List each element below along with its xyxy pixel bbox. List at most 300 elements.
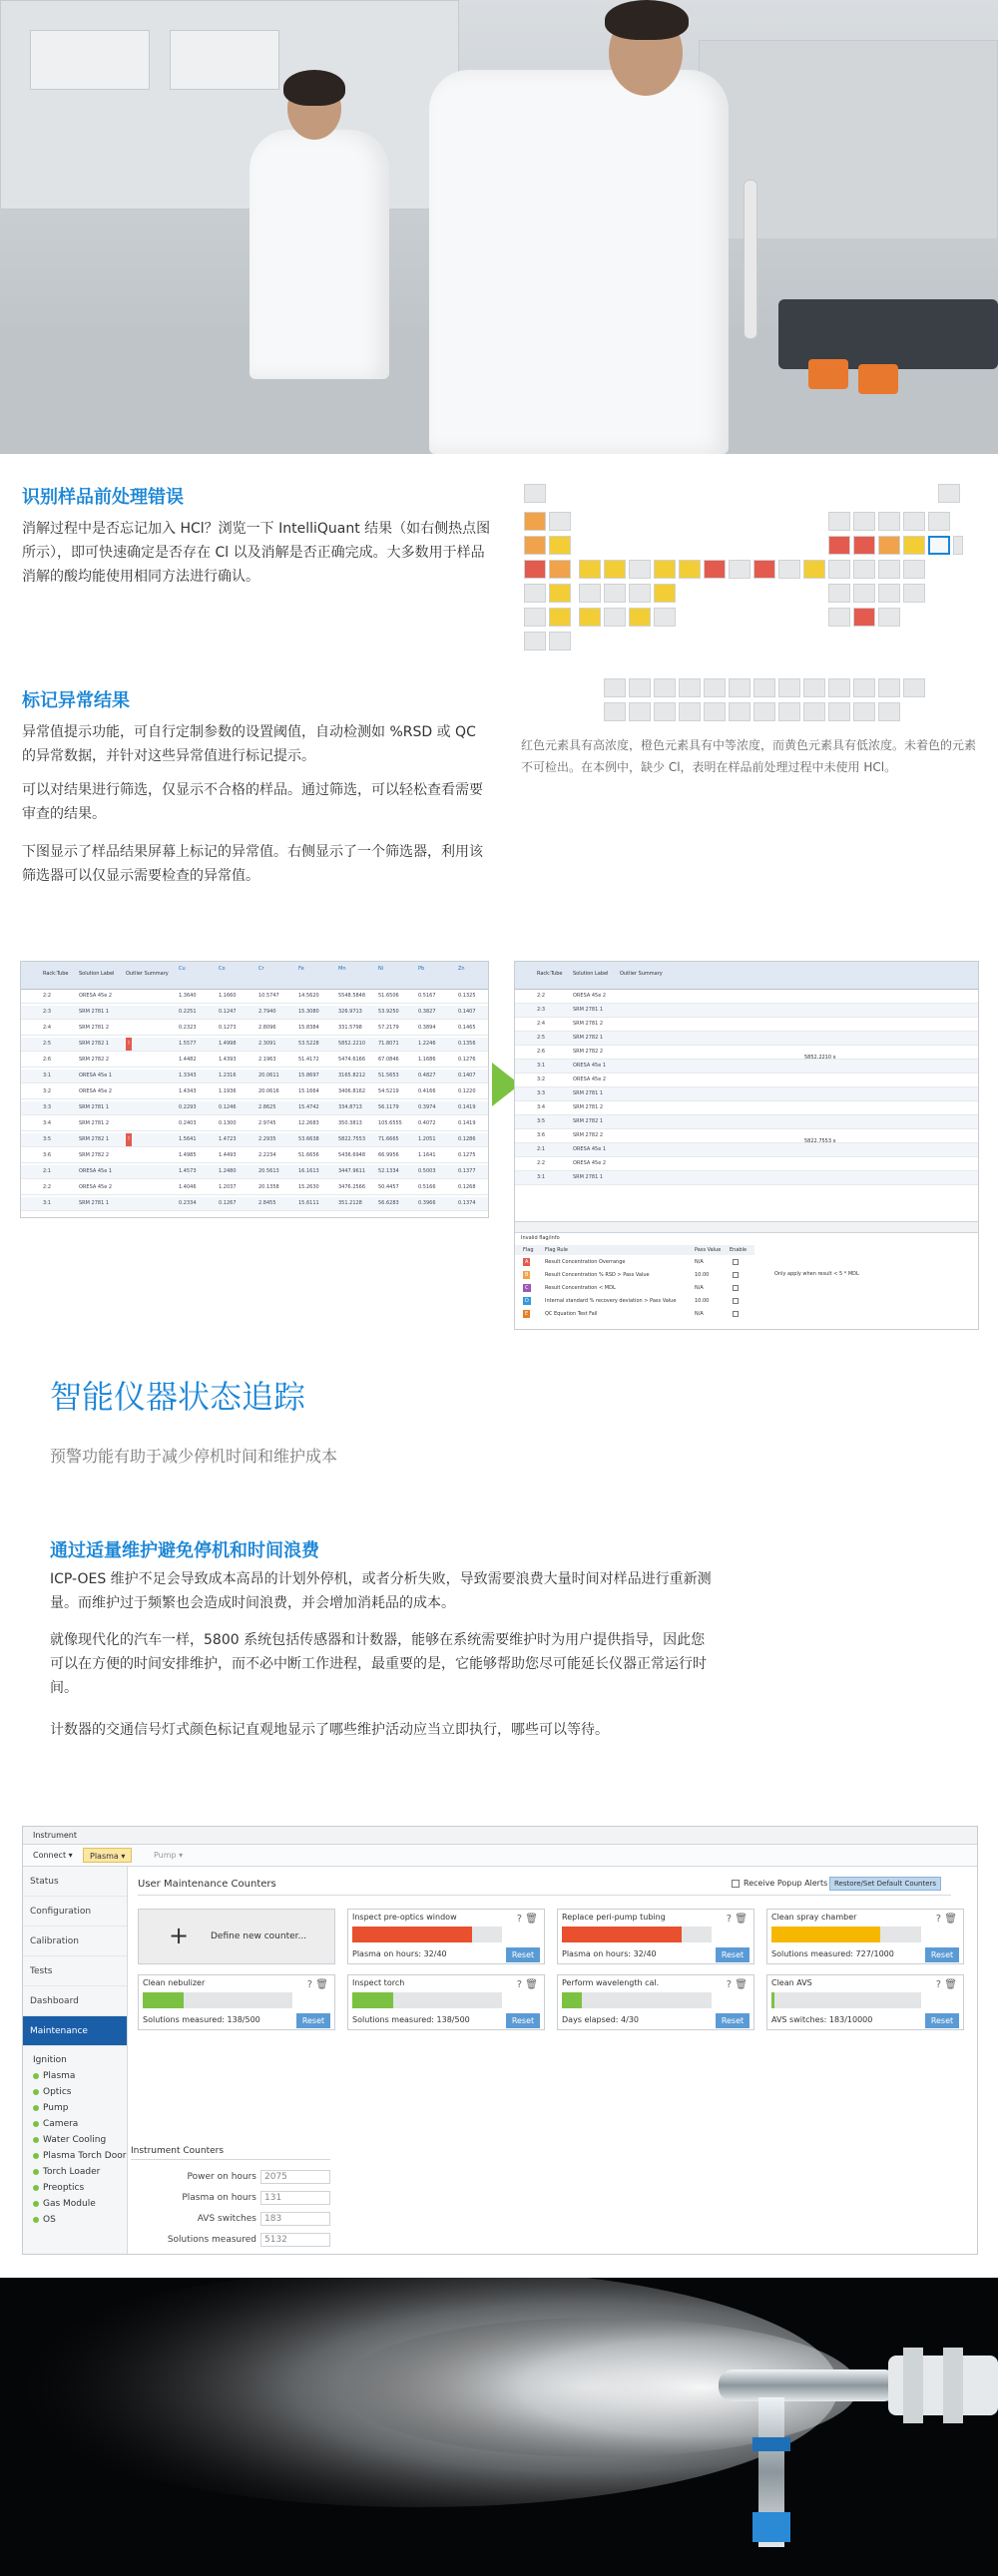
status-dot-icon <box>33 2153 39 2159</box>
table-cell: 2:4 <box>43 1025 52 1031</box>
element-tm <box>853 678 875 697</box>
flag-pass-value[interactable]: 10.00 <box>695 1298 710 1304</box>
element-se <box>903 560 925 579</box>
table-cell: 5548.5848 <box>338 993 366 999</box>
element-sc <box>579 560 601 579</box>
counter-progress-fill <box>352 1992 393 2008</box>
card-actions <box>727 1979 748 1990</box>
table-cell: ORESA 45e 2 <box>573 993 607 999</box>
table-cell: 1.3640 <box>179 993 197 999</box>
element-be <box>549 512 571 531</box>
table-cell: SRM 2781 1 <box>79 1200 110 1206</box>
table-row[interactable] <box>515 1143 978 1157</box>
table-cell: 15.4742 <box>298 1104 319 1110</box>
table-cell: 0.5003 <box>418 1168 436 1174</box>
element-sn <box>853 584 875 603</box>
reset-button[interactable]: Reset <box>506 2013 540 2028</box>
table-cell: 0.1356 <box>458 1041 476 1047</box>
flag-pass-value[interactable]: N/A <box>695 1311 704 1317</box>
table-row[interactable] <box>515 990 978 1004</box>
table-row[interactable] <box>515 1060 978 1073</box>
table-cell: ORESA 45e 1 <box>573 1146 607 1152</box>
sidebar-sub-item[interactable] <box>23 2068 127 2084</box>
table-cell: 3:2 <box>43 1088 52 1094</box>
help-icon[interactable]: ? <box>726 1979 733 1990</box>
table-cell: 2:6 <box>43 1057 52 1063</box>
background-scientist <box>250 130 389 379</box>
sample-tubes <box>858 364 898 394</box>
sidebar-sub-item[interactable] <box>23 2084 127 2100</box>
table-row[interactable] <box>21 1197 488 1211</box>
table-cell: 20.1358 <box>258 1184 279 1190</box>
sidebar-sub-item[interactable] <box>23 2148 127 2164</box>
periodic-table-heatmap <box>519 484 963 728</box>
element-bk <box>778 702 800 721</box>
table-row[interactable] <box>21 1054 488 1068</box>
table-cell: 3:5 <box>43 1136 52 1142</box>
table-cell: 0.1220 <box>458 1088 476 1094</box>
table-cell: 0.4827 <box>418 1073 436 1078</box>
table-cell: 2:2 <box>43 1184 52 1190</box>
sidebar-sub-label: Camera <box>43 2119 79 2129</box>
table-cell: 1.4723 <box>219 1136 237 1142</box>
table-cell: SRM 2782 2 <box>573 1132 604 1138</box>
table-cell: 331.5798 <box>338 1025 362 1031</box>
table-cell: 1.1936 <box>219 1088 237 1094</box>
element-yb <box>878 678 900 697</box>
hero-lab-photo <box>0 0 998 454</box>
element-he <box>938 484 960 503</box>
sidebar-sub-label: Plasma Torch Door <box>43 2151 127 2161</box>
invalid-flag-label: Invalid flag/info <box>521 1235 560 1241</box>
sidebar-sub-item[interactable] <box>23 2100 127 2116</box>
table-cell: 3:1 <box>43 1073 52 1078</box>
table-cell: 5436.6948 <box>338 1152 366 1158</box>
enable-checkbox[interactable] <box>733 1259 739 1265</box>
table-cell: 67.0846 <box>378 1057 399 1063</box>
element-md <box>878 702 900 721</box>
header-cu: Cu <box>179 966 186 972</box>
header-outlier-summary: Outlier Summary <box>620 971 663 977</box>
table-row[interactable] <box>515 1115 978 1129</box>
table-cell: 1.1660 <box>219 993 237 999</box>
table-row[interactable] <box>515 1073 978 1087</box>
smart-status-subtitle: 预警功能有助于减少停机时间和维护成本 <box>50 1447 338 1466</box>
table-cell: 351.2128 <box>338 1200 362 1206</box>
trash-icon[interactable]: 🗑 <box>944 1914 957 1925</box>
table-cell: 1.3343 <box>179 1073 197 1078</box>
enable-checkbox[interactable] <box>733 1285 739 1291</box>
element-sm <box>679 678 701 697</box>
table-cell: 51.6506 <box>378 993 399 999</box>
table-row[interactable] <box>21 1006 488 1020</box>
table-cell: 0.3894 <box>418 1025 436 1031</box>
reset-button[interactable]: Reset <box>296 2013 330 2028</box>
element-in <box>828 584 850 603</box>
table-cell: ORESA 45e 1 <box>79 1168 113 1174</box>
counter-value: Solutions measured: 138/500 <box>352 2015 470 2024</box>
counter-label: Solutions measured <box>167 2235 256 2245</box>
table-row[interactable] <box>515 1032 978 1046</box>
nebulizer-spray-photo <box>0 2278 998 2576</box>
table-row[interactable] <box>21 990 488 1004</box>
counter-value: Plasma on hours: 32/40 <box>352 1949 447 1958</box>
table-cell: 2:3 <box>537 1007 546 1013</box>
table-cell: 15.6111 <box>298 1200 319 1206</box>
sidebar-sub-item[interactable] <box>23 2180 127 2196</box>
counter-progress-bar <box>352 1927 502 1942</box>
instrument-counter-row <box>131 2232 330 2248</box>
sidebar-sub-item[interactable] <box>23 2196 127 2212</box>
table-row[interactable] <box>21 1117 488 1131</box>
card-actions <box>936 1914 957 1925</box>
counter-value: AVS switches: 183/10000 <box>771 2015 873 2024</box>
define-new-label: Define new counter... <box>211 1932 307 1941</box>
table-cell: 1.4046 <box>179 1184 197 1190</box>
table-cell: 1.4985 <box>179 1152 197 1158</box>
table-cell: 1.4493 <box>219 1152 237 1158</box>
header-rack-tube: Rack:Tube <box>43 971 69 977</box>
table-cell: 3:1 <box>537 1063 546 1069</box>
sidebar-sub-item[interactable] <box>23 2132 127 2148</box>
table-cell: 5822.7553 <box>338 1136 366 1142</box>
element-ca <box>549 560 571 579</box>
element-ti <box>604 560 626 579</box>
table-cell: 15.8697 <box>298 1073 319 1078</box>
table-cell: 3476.2566 <box>338 1184 366 1190</box>
element-sr <box>549 584 571 603</box>
plus-icon: + <box>169 1922 190 1949</box>
table-cell: 0.3827 <box>418 1009 436 1015</box>
smart-status-title: 智能仪器状态追踪 <box>50 1378 306 1416</box>
sidebar-sub-label: Preoptics <box>43 2183 85 2193</box>
element-np <box>679 702 701 721</box>
table-cell: 1.2037 <box>219 1184 237 1190</box>
outlier-flag-icon: ! <box>126 1038 132 1051</box>
flag-table-body <box>515 1256 754 1326</box>
sidebar-item-calibration[interactable]: Calibration <box>23 1927 127 1956</box>
status-dot-icon <box>33 2137 39 2143</box>
element-ra <box>549 632 571 650</box>
reset-button[interactable]: Reset <box>925 2013 959 2028</box>
trash-icon[interactable]: 🗑 <box>735 1914 748 1925</box>
section3-heading: 通过适量维护避免停机和时间浪费 <box>50 1540 319 1561</box>
header-cr: Cr <box>258 966 264 972</box>
table-cell: 0.1325 <box>458 993 476 999</box>
table-cell: 2:5 <box>43 1041 52 1047</box>
flag-row[interactable] <box>515 1269 754 1281</box>
table-row[interactable] <box>21 1165 488 1179</box>
counter-card-title: Clean spray chamber <box>771 1913 857 1922</box>
table-cell: 71.6665 <box>378 1136 399 1142</box>
flag-col-flag: Flag <box>523 1247 534 1253</box>
table-row[interactable] <box>515 1046 978 1060</box>
table-row[interactable] <box>21 1038 488 1052</box>
fitting-ring <box>903 2348 923 2423</box>
table-cell: 57.2179 <box>378 1025 399 1031</box>
help-icon[interactable]: ? <box>935 1914 942 1925</box>
table-cell: SRM 2782 1 <box>79 1041 110 1047</box>
table-cell: 2:3 <box>43 1009 52 1015</box>
card-actions <box>307 1979 328 1990</box>
table-cell: 66.9956 <box>378 1152 399 1158</box>
table-cell: 1.1641 <box>418 1152 436 1158</box>
reset-button[interactable]: Reset <box>716 2013 749 2028</box>
element-pb <box>853 608 875 627</box>
trash-icon[interactable]: 🗑 <box>315 1979 328 1990</box>
help-icon[interactable]: ? <box>935 1979 942 1990</box>
table-cell: 1.4393 <box>219 1057 237 1063</box>
results-table-screenshot <box>20 961 489 1218</box>
enable-checkbox[interactable] <box>733 1311 739 1317</box>
table-row[interactable] <box>515 1087 978 1101</box>
section3-paragraph-3: 计数器的交通信号灯式颜色标记直观地显示了哪些维护活动应当立即执行，哪些可以等待。 <box>50 1722 609 1738</box>
header-mn: Mn <box>338 966 346 972</box>
counter-value-field: 5132 <box>260 2233 330 2247</box>
element-si <box>853 536 875 555</box>
sidebar-sub-label: Pump <box>43 2103 69 2113</box>
sidebar-item-configuration[interactable]: Configuration <box>23 1897 127 1927</box>
element-ce <box>604 678 626 697</box>
pump-button[interactable]: Pump ▾ <box>154 1851 184 1860</box>
table-cell: 2.9745 <box>258 1120 276 1126</box>
reset-button[interactable]: Reset <box>925 1947 959 1962</box>
element-th <box>604 702 626 721</box>
fitting-ring <box>943 2348 963 2423</box>
table-cell: 2.3091 <box>258 1041 276 1047</box>
sidebar-sub-list <box>23 2068 127 2228</box>
define-new-counter-button[interactable] <box>138 1909 335 1964</box>
element-cl <box>928 536 950 555</box>
table-row[interactable] <box>21 1149 488 1163</box>
trash-icon[interactable]: 🗑 <box>525 1979 538 1990</box>
flag-rule: Internal standard % recovery deviation > Pass Value <box>545 1298 677 1304</box>
table-cell: 3447.9611 <box>338 1168 366 1174</box>
table-cell: 20.5613 <box>258 1168 279 1174</box>
sidebar-item-dashboard[interactable]: Dashboard <box>23 1986 127 2016</box>
connect-button[interactable]: Connect ▾ <box>33 1851 73 1860</box>
table-cell: 14.5620 <box>298 993 319 999</box>
trash-icon[interactable]: 🗑 <box>735 1979 748 1990</box>
element-mg <box>549 536 571 555</box>
help-icon[interactable]: ? <box>306 1979 313 1990</box>
flag-row[interactable] <box>515 1295 754 1307</box>
table-row[interactable] <box>21 1070 488 1083</box>
table-cell: 1.5641 <box>179 1136 197 1142</box>
sidebar-sub-item[interactable] <box>23 2164 127 2180</box>
sample-tubes <box>808 359 848 389</box>
plasma-button[interactable]: Plasma ▾ <box>83 1848 132 1863</box>
table-cell: SRM 2781 1 <box>79 1104 110 1110</box>
reset-button[interactable]: Reset <box>506 1947 540 1962</box>
nebulizer-body <box>719 2369 898 2401</box>
status-dot-icon <box>33 2105 39 2111</box>
element-fm <box>853 702 875 721</box>
table-cell: 0.4166 <box>418 1088 436 1094</box>
flag-row[interactable] <box>515 1256 754 1268</box>
table-row[interactable] <box>21 1085 488 1099</box>
element-co <box>729 560 750 579</box>
counter-value-field: 183 <box>260 2212 330 2226</box>
sidebar-ignition[interactable]: Ignition <box>33 2055 67 2065</box>
header-fe: Fe <box>298 966 304 972</box>
receive-popup-checkbox[interactable] <box>732 1879 827 1888</box>
section2-heading: 标记异常结果 <box>22 690 130 711</box>
status-dot-icon <box>33 2089 39 2095</box>
enable-checkbox[interactable] <box>733 1272 739 1278</box>
element-s <box>903 536 925 555</box>
element-o <box>903 512 925 531</box>
trash-icon[interactable]: 🗑 <box>944 1979 957 1990</box>
table-cell: SRM 2781 2 <box>573 1104 604 1110</box>
counter-card <box>766 1974 964 2030</box>
counter-card-title: Replace peri-pump tubing <box>562 1913 666 1922</box>
element-k <box>524 560 546 579</box>
flag-toolbar[interactable] <box>515 1221 978 1233</box>
trash-icon[interactable]: 🗑 <box>525 1914 538 1925</box>
enable-checkbox[interactable] <box>733 1298 739 1304</box>
element-w <box>654 608 676 627</box>
section2-paragraph-2: 可以对结果进行筛选，仅显示不合格的样品。通过筛选，可以轻松查看需要审查的结果。 <box>22 782 483 822</box>
panel-title: User Maintenance Counters <box>138 1879 276 1890</box>
table-cell: 3:1 <box>43 1200 52 1206</box>
element-tl <box>828 608 850 627</box>
table-cell: 0.2334 <box>179 1200 197 1206</box>
table-cell: ORESA 45e 2 <box>79 1184 113 1190</box>
table-cell: 51.6656 <box>298 1152 319 1158</box>
sidebar-sub-item[interactable] <box>23 2116 127 2132</box>
scientist-hair <box>283 70 345 106</box>
table-cell: 51.5653 <box>378 1073 399 1078</box>
sidebar-item-tests[interactable]: Tests <box>23 1956 127 1986</box>
table-row[interactable] <box>515 1018 978 1032</box>
only-apply-checkbox[interactable]: Only apply when result < 5 * MDL <box>774 1271 859 1277</box>
panel-divider <box>138 1895 951 1896</box>
table-cell: 1.2246 <box>418 1041 436 1047</box>
element-fr <box>524 632 546 650</box>
flag-pass-value[interactable]: N/A <box>695 1259 704 1265</box>
header-ni: Ni <box>378 966 384 972</box>
table-cell: 0.2323 <box>179 1025 197 1031</box>
element-zn <box>803 560 825 579</box>
table-cell: 0.1267 <box>219 1200 237 1206</box>
table-cell: 20.0616 <box>258 1088 279 1094</box>
table-cell: 0.2293 <box>179 1104 197 1110</box>
table-cell: 0.1246 <box>219 1104 237 1110</box>
table-row[interactable] <box>515 1129 978 1143</box>
table-cell: 0.1273 <box>219 1025 237 1031</box>
table-row[interactable] <box>21 1181 488 1195</box>
header-pb: Pb <box>418 966 425 972</box>
results-table-body <box>21 990 488 1217</box>
flag-pass-value[interactable]: 10.00 <box>695 1272 710 1278</box>
outlier-flag-icon: ! <box>126 1133 132 1146</box>
element-nb <box>629 584 651 603</box>
element-al <box>828 536 850 555</box>
element-pa <box>629 702 651 721</box>
table-cell: 3:3 <box>537 1090 546 1096</box>
table-cell: SRM 2781 1 <box>573 1007 604 1013</box>
table-cell: 53.5228 <box>298 1041 319 1047</box>
flag-row[interactable] <box>515 1308 754 1320</box>
element-mn <box>679 560 701 579</box>
help-icon[interactable]: ? <box>726 1914 733 1925</box>
window-toolbar <box>23 1845 977 1867</box>
element-cr <box>654 560 676 579</box>
table-cell: 3:3 <box>43 1104 52 1110</box>
sidebar-item-status[interactable]: Status <box>23 1867 127 1897</box>
section3-paragraph-2: 就像现代化的汽车一样，5800 系统包括传感器和计数器，能够在系统需要维护时为用户提供指导，因此您可以在方便的时间安排维护，而不必中断工作进程，最重要的是，它能够帮助您尽可能延长仪器正常运行时间。 <box>50 1632 707 1696</box>
restore-default-button[interactable]: Restore/Set Default Counters <box>829 1877 941 1891</box>
filter-table-screenshot <box>514 961 979 1330</box>
table-cell: 1.4998 <box>219 1041 237 1047</box>
table-cell: 1.4573 <box>179 1168 197 1174</box>
counter-progress-fill <box>771 1927 880 1942</box>
periodic-table-caption: 红色元素具有高浓度，橙色元素具有中等浓度，而黄色元素具有低浓度。未着色的元素不可检出。在本例中，缺少 Cl，表明在样品前处理过程中未使用 HCl。 <box>521 738 977 774</box>
outlier-value-2: 5822.7553 x <box>804 1138 836 1144</box>
reset-button[interactable]: Reset <box>716 1947 749 1962</box>
element-rb <box>524 584 546 603</box>
table-cell: 2:2 <box>537 1160 546 1166</box>
table-row[interactable] <box>515 1171 978 1185</box>
counter-value-field: 2075 <box>260 2170 330 2184</box>
element-u <box>654 702 676 721</box>
element-pu <box>704 702 726 721</box>
flag-row[interactable] <box>515 1282 754 1294</box>
table-cell: 1.5577 <box>179 1041 197 1047</box>
table-cell: 2.2234 <box>258 1152 276 1158</box>
table-row[interactable] <box>21 1022 488 1036</box>
table-cell: ORESA 45e 2 <box>79 1088 113 1094</box>
element-pr <box>629 678 651 697</box>
table-row[interactable] <box>515 1004 978 1018</box>
table-cell: 5852.2210 <box>338 1041 366 1047</box>
foreground-scientist <box>429 70 729 454</box>
flag-rule: QC Equation Test Fail <box>545 1311 598 1317</box>
counter-progress-bar <box>143 1992 292 2008</box>
table-cell: 54.5219 <box>378 1088 399 1094</box>
table-cell: 1.2051 <box>418 1136 436 1142</box>
element-nd <box>654 678 676 697</box>
header-rack-tube: Rack:Tube <box>537 971 563 977</box>
flag-pass-value[interactable]: N/A <box>695 1285 704 1291</box>
sidebar-item-maintenance[interactable]: Maintenance <box>23 2016 127 2046</box>
counter-card <box>138 1974 335 2030</box>
table-row[interactable] <box>21 1133 488 1147</box>
counter-card-title: Inspect pre-optics window <box>352 1913 457 1922</box>
filter-table-header <box>515 962 978 990</box>
table-cell: 15.1664 <box>298 1088 319 1094</box>
element-f <box>928 512 950 531</box>
flag-rule: Result Concentration < MDL <box>545 1285 616 1291</box>
table-row[interactable] <box>515 1157 978 1171</box>
table-cell: ORESA 45e 1 <box>573 1063 607 1069</box>
table-cell: 56.1179 <box>378 1104 399 1110</box>
table-cell: 2.8096 <box>258 1025 276 1031</box>
flag-rule: Result Concentration Overrange <box>545 1259 626 1265</box>
checkbox-icon <box>732 1880 740 1888</box>
help-icon[interactable]: ? <box>516 1914 523 1925</box>
table-row[interactable] <box>515 1101 978 1115</box>
table-cell: SRM 2782 2 <box>79 1057 110 1063</box>
table-cell: 0.2251 <box>179 1009 197 1015</box>
sidebar-sub-item[interactable] <box>23 2212 127 2228</box>
help-icon[interactable]: ? <box>516 1979 523 1990</box>
table-cell: SRM 2781 1 <box>573 1090 604 1096</box>
table-row[interactable] <box>21 1101 488 1115</box>
table-cell: 0.5167 <box>418 993 436 999</box>
counter-card-title: Clean nebulizer <box>143 1978 206 1987</box>
